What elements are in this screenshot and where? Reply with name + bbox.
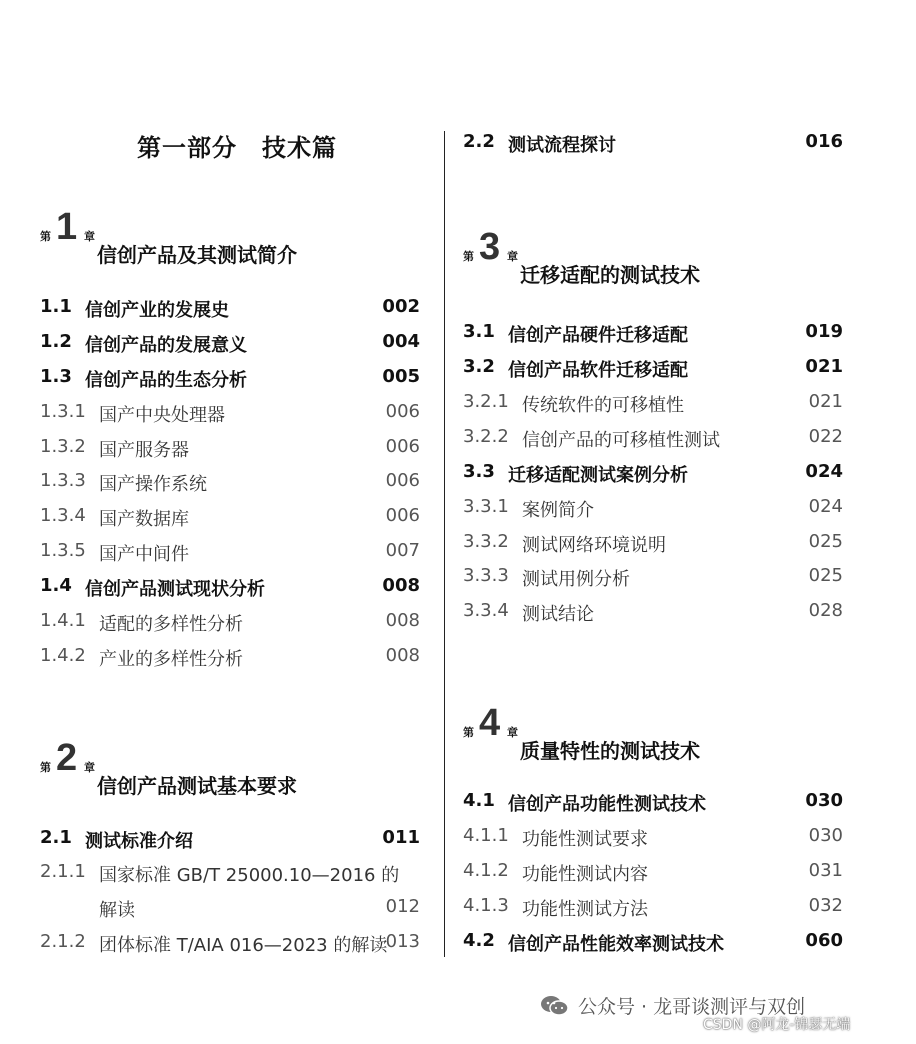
toc-entry[interactable] xyxy=(463,426,843,456)
entry-number: 2.1 xyxy=(40,827,72,848)
entry-number: 3.1 xyxy=(463,321,495,342)
entry-number: 3.3.2 xyxy=(463,531,509,552)
toc-entry[interactable] xyxy=(40,401,420,431)
chapter-suffix: 章 xyxy=(507,250,518,263)
entry-title: 国家标准 GB/T 25000.10—2016 的 xyxy=(99,865,400,886)
entry-page: 006 xyxy=(385,505,420,526)
toc-entry[interactable] xyxy=(463,391,843,421)
chapter-number: 2 xyxy=(56,737,78,779)
chapter-title: 迁移适配的测试技术 xyxy=(520,263,700,287)
entry-title: 功能性测试内容 xyxy=(522,864,648,885)
watermark-text: 公众号 · 龙哥谈测评与双创 xyxy=(578,996,806,1018)
chapter-title: 质量特性的测试技术 xyxy=(520,739,700,763)
chapter-suffix: 章 xyxy=(507,726,518,739)
entry-page: 005 xyxy=(382,366,420,387)
toc-entry[interactable] xyxy=(463,131,843,161)
toc-entry[interactable] xyxy=(463,496,843,526)
chapter-title: 信创产品及其测试简介 xyxy=(97,243,297,267)
toc-entry[interactable] xyxy=(40,505,420,535)
entry-number: 3.3.1 xyxy=(463,496,509,517)
entry-title: 功能性测试方法 xyxy=(522,899,648,920)
entry-number: 3.3.3 xyxy=(463,565,509,586)
chapter-prefix: 第 xyxy=(40,230,51,243)
entry-title: 测试结论 xyxy=(522,604,594,625)
entry-number: 1.4 xyxy=(40,575,72,596)
entry-page: 022 xyxy=(808,426,843,447)
entry-page: 008 xyxy=(385,610,420,631)
entry-title: 传统软件的可移植性 xyxy=(522,395,684,416)
entry-page: 002 xyxy=(382,296,420,317)
toc-entry[interactable] xyxy=(463,321,843,351)
toc-entry[interactable] xyxy=(40,645,420,675)
entry-title: 测试用例分析 xyxy=(522,569,630,590)
entry-number: 2.1.1 xyxy=(40,861,86,882)
entry-title: 国产中央处理器 xyxy=(99,405,225,426)
toc-entry[interactable] xyxy=(40,610,420,640)
entry-title: 解读 xyxy=(99,900,135,921)
entry-title: 国产中间件 xyxy=(99,544,189,565)
entry-page: 060 xyxy=(805,930,843,951)
toc-entry[interactable] xyxy=(40,436,420,466)
toc-entry[interactable] xyxy=(40,861,420,891)
entry-page: 011 xyxy=(382,827,420,848)
toc-entry[interactable] xyxy=(463,565,843,595)
entry-page: 007 xyxy=(385,540,420,561)
toc-entry[interactable] xyxy=(40,366,420,396)
entry-page: 021 xyxy=(805,356,843,377)
entry-number: 3.3.4 xyxy=(463,600,509,621)
toc-entry[interactable] xyxy=(463,895,843,925)
toc-entry[interactable] xyxy=(40,827,420,857)
toc-entry-continued[interactable] xyxy=(40,896,420,926)
entry-page: 008 xyxy=(382,575,420,596)
entry-number: 4.1.2 xyxy=(463,860,509,881)
entry-title: 案例简介 xyxy=(522,500,594,521)
toc-entry[interactable] xyxy=(40,296,420,326)
entry-number: 1.3 xyxy=(40,366,72,387)
entry-number: 1.3.2 xyxy=(40,436,86,457)
entry-page: 013 xyxy=(385,931,420,952)
entry-page: 030 xyxy=(808,825,843,846)
toc-entry[interactable] xyxy=(463,356,843,386)
entry-page: 004 xyxy=(382,331,420,352)
toc-entry[interactable] xyxy=(463,600,843,630)
entry-page: 006 xyxy=(385,401,420,422)
entry-title: 信创产品硬件迁移适配 xyxy=(508,325,688,346)
entry-number: 4.2 xyxy=(463,930,495,951)
entry-number: 1.3.5 xyxy=(40,540,86,561)
entry-number: 1.4.2 xyxy=(40,645,86,666)
entry-number: 1.3.1 xyxy=(40,401,86,422)
entry-number: 1.2 xyxy=(40,331,72,352)
entry-number: 2.1.2 xyxy=(40,931,86,952)
chapter-number: 4 xyxy=(479,702,501,744)
entry-title: 国产数据库 xyxy=(99,509,189,530)
entry-title: 测试标准介绍 xyxy=(85,831,193,852)
entry-title: 测试网络环境说明 xyxy=(522,535,666,556)
entry-number: 3.2 xyxy=(463,356,495,377)
entry-title: 功能性测试要求 xyxy=(522,829,648,850)
entry-page: 006 xyxy=(385,470,420,491)
entry-number: 1.1 xyxy=(40,296,72,317)
toc-entry[interactable] xyxy=(463,461,843,491)
entry-number: 4.1.3 xyxy=(463,895,509,916)
toc-entry[interactable] xyxy=(40,540,420,570)
entry-title: 国产操作系统 xyxy=(99,474,207,495)
chapter-prefix: 第 xyxy=(463,250,474,263)
toc-entry[interactable] xyxy=(40,470,420,500)
entry-page: 006 xyxy=(385,436,420,457)
chapter-title: 信创产品测试基本要求 xyxy=(97,774,297,798)
entry-title: 信创产品的生态分析 xyxy=(85,370,247,391)
entry-title: 信创产品功能性测试技术 xyxy=(508,794,706,815)
entry-page: 024 xyxy=(808,496,843,517)
entry-title: 信创产品的发展意义 xyxy=(85,335,247,356)
entry-number: 1.4.1 xyxy=(40,610,86,631)
toc-entry[interactable] xyxy=(40,931,420,961)
csdn-watermark: CSDN @阿龙-锦瑟无端 xyxy=(703,1017,851,1033)
entry-page: 024 xyxy=(805,461,843,482)
entry-title: 信创产品软件迁移适配 xyxy=(508,360,688,381)
entry-title: 适配的多样性分析 xyxy=(99,614,243,635)
entry-page: 025 xyxy=(808,565,843,586)
entry-title: 迁移适配测试案例分析 xyxy=(508,465,688,486)
chapter-prefix: 第 xyxy=(463,726,474,739)
chapter-suffix: 章 xyxy=(84,230,95,243)
entry-page: 019 xyxy=(805,321,843,342)
chapter-number: 3 xyxy=(479,226,501,268)
entry-title: 信创产品的可移植性测试 xyxy=(522,430,720,451)
part-title: 第一部分 技术篇 xyxy=(137,134,337,162)
entry-page: 016 xyxy=(805,131,843,152)
toc-entry[interactable] xyxy=(463,531,843,561)
toc-entry[interactable] xyxy=(463,860,843,890)
entry-title: 团体标准 T/AIA 016—2023 的解读 xyxy=(99,935,388,956)
entry-title: 信创产品性能效率测试技术 xyxy=(508,934,724,955)
entry-number: 1.3.3 xyxy=(40,470,86,491)
toc-entry[interactable] xyxy=(463,790,843,820)
entry-number: 3.2.2 xyxy=(463,426,509,447)
toc-entry[interactable] xyxy=(463,825,843,855)
entry-number: 4.1.1 xyxy=(463,825,509,846)
entry-number: 2.2 xyxy=(463,131,495,152)
entry-page: 032 xyxy=(808,895,843,916)
entry-title: 产业的多样性分析 xyxy=(99,649,243,670)
toc-entry[interactable] xyxy=(40,331,420,361)
entry-page: 021 xyxy=(808,391,843,412)
chapter-prefix: 第 xyxy=(40,761,51,774)
entry-number: 4.1 xyxy=(463,790,495,811)
entry-title: 测试流程探讨 xyxy=(508,135,616,156)
entry-page: 012 xyxy=(385,896,420,917)
entry-page: 030 xyxy=(805,790,843,811)
entry-page: 031 xyxy=(808,860,843,881)
entry-page: 008 xyxy=(385,645,420,666)
column-divider xyxy=(444,131,445,957)
chapter-suffix: 章 xyxy=(84,761,95,774)
entry-page: 025 xyxy=(808,531,843,552)
toc-entry[interactable] xyxy=(463,930,843,960)
entry-title: 信创产业的发展史 xyxy=(85,300,229,321)
entry-number: 3.2.1 xyxy=(463,391,509,412)
entry-number: 1.3.4 xyxy=(40,505,86,526)
entry-title: 国产服务器 xyxy=(99,440,189,461)
toc-entry[interactable] xyxy=(40,575,420,605)
entry-number: 3.3 xyxy=(463,461,495,482)
chapter-number: 1 xyxy=(56,206,78,248)
wechat-icon xyxy=(540,995,570,1017)
entry-page: 028 xyxy=(808,600,843,621)
entry-title: 信创产品测试现状分析 xyxy=(85,579,265,600)
